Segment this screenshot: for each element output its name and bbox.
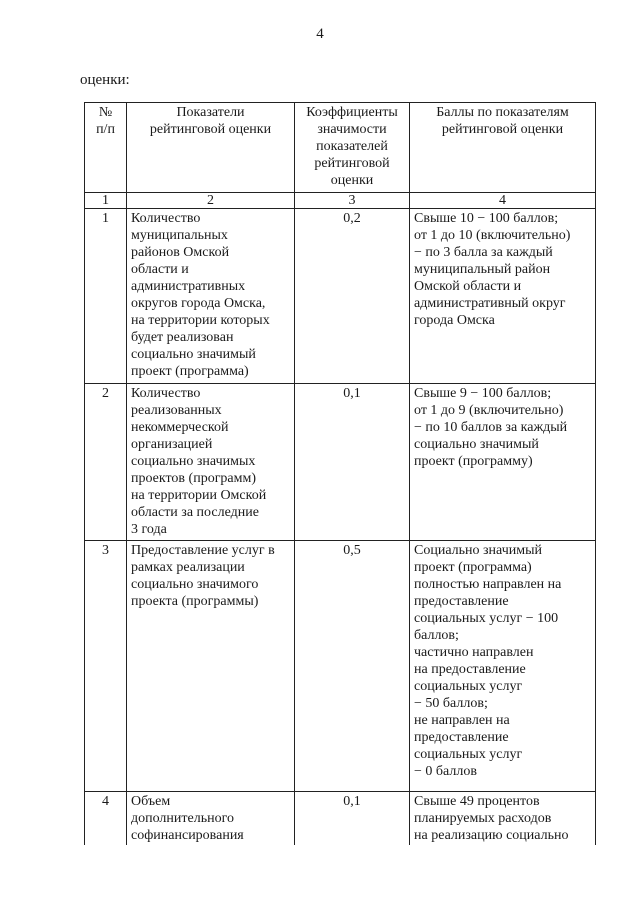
column-number: 1	[85, 193, 127, 209]
row-indicator: Предоставление услуг в рамках реализации социально значимого проекта (программы)	[127, 541, 295, 792]
row-points: Свыше 9 − 100 баллов; от 1 до 9 (включительно) − по 10 баллов за каждый социально значимый проект (программу)	[410, 384, 596, 541]
row-number: 4	[85, 792, 127, 846]
row-coefficient: 0,1	[295, 384, 410, 541]
column-number: 2	[127, 193, 295, 209]
row-indicator: Объем дополнительного софинансирования	[127, 792, 295, 846]
rating-table	[84, 102, 596, 845]
row-indicator: Количество муниципальных районов Омской области и административных округов города Омска, на территории которых будет реализован социально значимый проект (программа)	[127, 209, 295, 384]
header-coefficient: Коэффициенты значимости показателей рейтинговой оценки	[295, 103, 410, 193]
row-number: 3	[85, 541, 127, 792]
intro-text: оценки:	[80, 72, 130, 88]
row-indicator: Количество реализованных некоммерческой организацией социально значимых проектов (программ) на территории Омской области за последние 3 года	[127, 384, 295, 541]
row-coefficient: 0,5	[295, 541, 410, 792]
row-points: Социально значимый проект (программа) полностью направлен на предоставление социальных услуг − 100 баллов; частично направлен на предоставление социальных услуг − 50 баллов; не направлен на предоставление социальных услуг − 0 баллов	[410, 541, 596, 792]
header-number: № п/п	[85, 103, 127, 193]
row-number: 2	[85, 384, 127, 541]
table-row	[85, 792, 596, 846]
row-coefficient: 0,2	[295, 209, 410, 384]
header-points: Баллы по показателям рейтинговой оценки	[410, 103, 596, 193]
header-indicator: Показатели рейтинговой оценки	[127, 103, 295, 193]
table-row	[85, 384, 596, 541]
column-numbers-row	[85, 193, 596, 209]
table-row	[85, 541, 596, 792]
row-coefficient: 0,1	[295, 792, 410, 846]
column-number: 4	[410, 193, 596, 209]
table-header-row	[85, 103, 596, 193]
row-points: Свыше 10 − 100 баллов; от 1 до 10 (включительно) − по 3 балла за каждый муниципальный район Омской области и административный округ города Омска	[410, 209, 596, 384]
row-number: 1	[85, 209, 127, 384]
table-row	[85, 209, 596, 384]
column-number: 3	[295, 193, 410, 209]
page-number: 4	[316, 26, 324, 42]
row-points: Свыше 49 процентов планируемых расходов на реализацию социально	[410, 792, 596, 846]
